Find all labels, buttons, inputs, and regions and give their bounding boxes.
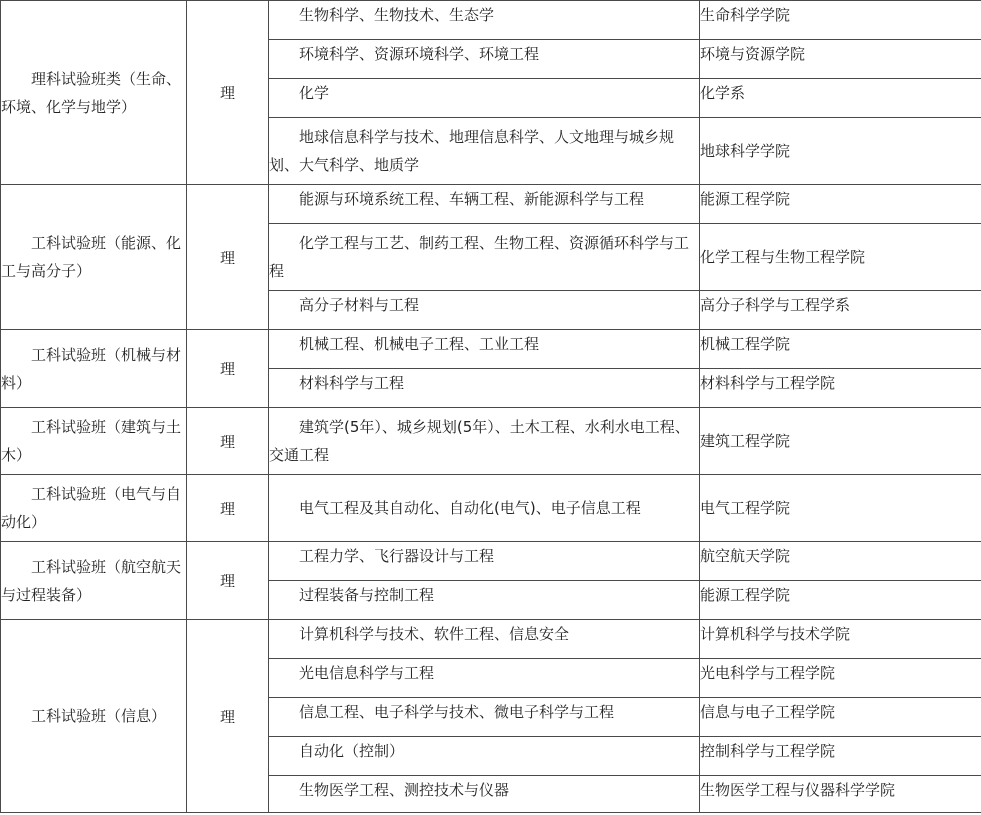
major-cell: 工程力学、飞行器设计与工程 bbox=[269, 542, 700, 581]
department-cell: 光电科学与工程学院 bbox=[700, 659, 981, 698]
class-name-cell: 理科试验班类（生命、环境、化学与地学） bbox=[1, 1, 187, 185]
major-cell: 环境科学、资源环境科学、环境工程 bbox=[269, 40, 700, 79]
subject-cell: 理 bbox=[187, 542, 269, 620]
department-cell: 航空航天学院 bbox=[700, 542, 981, 581]
major-cell: 计算机科学与技术、软件工程、信息安全 bbox=[269, 620, 700, 659]
major-cell: 建筑学(5年）、城乡规划(5年）、土木工程、水利水电工程、交通工程 bbox=[269, 408, 700, 475]
department-cell: 生命科学学院 bbox=[700, 1, 981, 40]
class-name-cell: 工科试验班（建筑与土木） bbox=[1, 408, 187, 475]
subject-cell: 理 bbox=[187, 330, 269, 408]
department-cell: 材料科学与工程学院 bbox=[700, 369, 981, 408]
subject-cell: 理 bbox=[187, 620, 269, 813]
subject-cell: 理 bbox=[187, 475, 269, 542]
major-cell: 高分子材料与工程 bbox=[269, 291, 700, 330]
table-row bbox=[1, 620, 981, 659]
class-name-cell: 工科试验班（机械与材料） bbox=[1, 330, 187, 408]
table-row bbox=[1, 475, 981, 542]
department-cell: 化学工程与生物工程学院 bbox=[700, 224, 981, 291]
department-cell: 地球科学学院 bbox=[700, 118, 981, 185]
major-cell: 地球信息科学与技术、地理信息科学、人文地理与城乡规划、大气科学、地质学 bbox=[269, 118, 700, 185]
table-row bbox=[1, 1, 981, 40]
major-cell: 材料科学与工程 bbox=[269, 369, 700, 408]
department-cell: 计算机科学与技术学院 bbox=[700, 620, 981, 659]
major-cell: 能源与环境系统工程、车辆工程、新能源科学与工程 bbox=[269, 185, 700, 224]
major-cell: 机械工程、机械电子工程、工业工程 bbox=[269, 330, 700, 369]
major-cell: 生物科学、生物技术、生态学 bbox=[269, 1, 700, 40]
department-cell: 机械工程学院 bbox=[700, 330, 981, 369]
subject-cell: 理 bbox=[187, 185, 269, 330]
table-row bbox=[1, 330, 981, 369]
department-cell: 控制科学与工程学院 bbox=[700, 737, 981, 776]
major-cell: 电气工程及其自动化、自动化(电气)、电子信息工程 bbox=[269, 475, 700, 542]
subject-cell: 理 bbox=[187, 408, 269, 475]
department-cell: 电气工程学院 bbox=[700, 475, 981, 542]
department-cell: 信息与电子工程学院 bbox=[700, 698, 981, 737]
major-cell: 化学工程与工艺、制药工程、生物工程、资源循环科学与工程 bbox=[269, 224, 700, 291]
department-cell: 能源工程学院 bbox=[700, 581, 981, 620]
class-name-cell: 工科试验班（信息） bbox=[1, 620, 187, 813]
major-cell: 化学 bbox=[269, 79, 700, 118]
major-cell: 光电信息科学与工程 bbox=[269, 659, 700, 698]
table-row bbox=[1, 185, 981, 224]
class-name-cell: 工科试验班（能源、化工与高分子） bbox=[1, 185, 187, 330]
department-cell: 能源工程学院 bbox=[700, 185, 981, 224]
major-cell: 自动化（控制） bbox=[269, 737, 700, 776]
subject-cell: 理 bbox=[187, 1, 269, 185]
department-cell: 高分子科学与工程学系 bbox=[700, 291, 981, 330]
table-row bbox=[1, 408, 981, 475]
department-cell: 建筑工程学院 bbox=[700, 408, 981, 475]
major-cell: 信息工程、电子科学与技术、微电子科学与工程 bbox=[269, 698, 700, 737]
department-cell: 环境与资源学院 bbox=[700, 40, 981, 79]
major-cell: 生物医学工程、测控技术与仪器 bbox=[269, 776, 700, 813]
class-name-cell: 工科试验班（电气与自动化） bbox=[1, 475, 187, 542]
department-cell: 生物医学工程与仪器科学学院 bbox=[700, 776, 981, 813]
table-row bbox=[1, 542, 981, 581]
class-name-cell: 工科试验班（航空航天与过程装备） bbox=[1, 542, 187, 620]
department-cell: 化学系 bbox=[700, 79, 981, 118]
major-cell: 过程装备与控制工程 bbox=[269, 581, 700, 620]
